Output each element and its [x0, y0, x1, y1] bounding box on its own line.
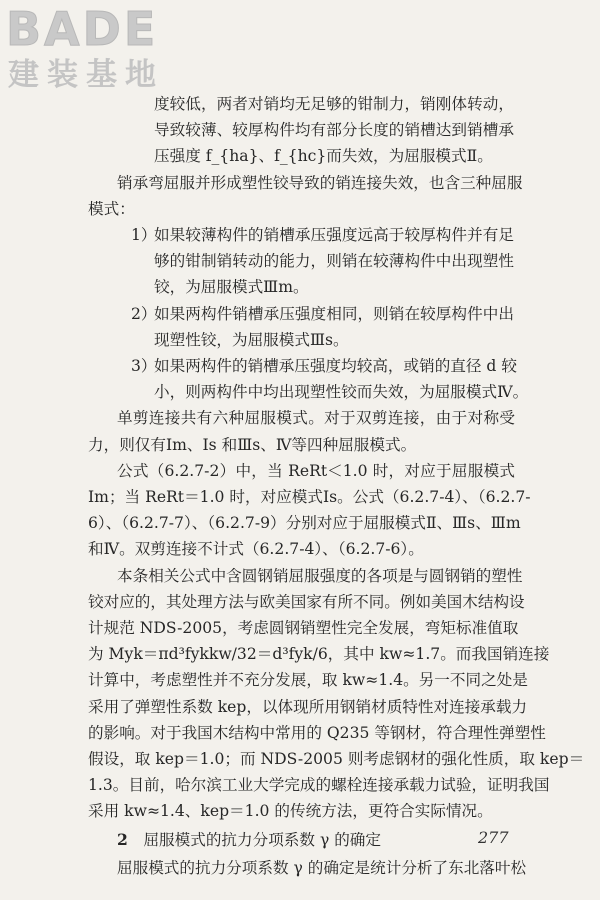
- text-line: 计规范 NDS-2005，考虑圆钢销塑性完全发展，弯矩标准值取: [88, 619, 519, 637]
- text-line: 模式：: [88, 199, 135, 218]
- text-line: 够的钳制销转动的能力，则销在较薄构件中出现塑性: [154, 252, 514, 271]
- text-line: 本条相关公式中含圆钢销屈服强度的各项是与圆钢销的塑性: [117, 566, 523, 585]
- text-line: 铰对应的，其处理方法与欧美国家有所不同。例如美国木结构设: [88, 592, 525, 611]
- text-line: 度较低，两者对销均无足够的钳制力，销刚体转动，: [154, 95, 514, 113]
- text-line: 如果较薄构件的销槽承压强度远高于较厚构件并有足: [154, 226, 514, 244]
- bade-logo: [6, 4, 176, 100]
- text-line: 现塑性铰，为屈服模式Ⅲs。: [154, 330, 349, 349]
- text-line: 假设，取 kep＝1.0；而 NDS-2005 则考虑钢材的强化性质，取 kep＝: [88, 750, 585, 768]
- list-number: 2）: [131, 304, 157, 323]
- section-title: 屈服模式的抗力分项系数 γ 的确定: [143, 830, 381, 849]
- text-line: 公式（6.2.7-2）中，当 ReRt＜1.0 时，对应于屈服模式: [117, 461, 515, 480]
- text-line: 6）、（6.2.7-7）、（6.2.7-9）分别对应于屈服模式Ⅱ、Ⅲs、Ⅲm: [88, 514, 521, 533]
- text-line: 采用了弹塑性系数 kep，以体现所用钢销材质特性对连接承载力: [88, 697, 528, 716]
- text-line: 铰，为屈服模式Ⅲm。: [154, 278, 309, 297]
- page-number: 277: [478, 828, 509, 847]
- text-line: 屈服模式的抗力分项系数 γ 的确定是统计分析了东北落叶松: [117, 858, 527, 877]
- list-number: 3）: [131, 357, 157, 375]
- text-line: 如果两构件销槽承压强度相同，则销在较厚构件中出: [154, 304, 514, 323]
- text-line: 导致较薄、较厚构件均有部分长度的销槽达到销槽承: [154, 121, 514, 140]
- logo-wordmark: BADE: [6, 2, 159, 56]
- section-number: 2: [117, 829, 128, 849]
- text-line: 如果两构件的销槽承压强度均较高，或销的直径 d 较: [154, 357, 517, 375]
- list-number: 1）: [131, 226, 157, 244]
- text-line: 采用 kw≈1.4、kep＝1.0 的传统方法，更符合实际情况。: [88, 802, 493, 821]
- section-heading: [117, 830, 381, 850]
- text-line: 销承弯屈服并形成塑性铰导致的销连接失效，也含三种屈服: [117, 173, 523, 192]
- text-line: 计算中，考虑塑性并不充分发展，取 kw≈1.4。另一不同之处是: [88, 671, 528, 690]
- text-line: 压强度 f_{ha}、f_{hc}而失效，为屈服模式Ⅱ。: [154, 147, 493, 166]
- text-line: 力，则仅有Ⅰm、Ⅰs 和Ⅲs、Ⅳ等四种屈服模式。: [88, 435, 417, 454]
- text-line: 和Ⅳ。双剪连接不计式（6.2.7-4）、（6.2.7-6）。: [88, 540, 424, 559]
- text-line: 单剪连接共有六种屈服模式。对于双剪连接，由于对称受: [117, 409, 515, 428]
- logo-subtitle: 建装基地: [8, 57, 164, 93]
- text-line: 1.3。目前，哈尔滨工业大学完成的螺栓连接承载力试验，证明我国: [88, 776, 550, 795]
- text-line: Ⅰm；当 ReRt＝1.0 时，对应模式Ⅰs。公式（6.2.7-4）、（6.2.7-: [88, 488, 531, 506]
- text-line: 为 Myk＝πd³fykkw/32＝d³fyk/6，其中 kw≈1.7。而我国销连接: [88, 645, 550, 664]
- text-line: 小，则两构件中均出现塑性铰而失效，为屈服模式Ⅳ。: [154, 383, 529, 402]
- text-line: 的影响。对于我国木结构中常用的 Q235 等钢材，符合理性弹塑性: [88, 723, 546, 742]
